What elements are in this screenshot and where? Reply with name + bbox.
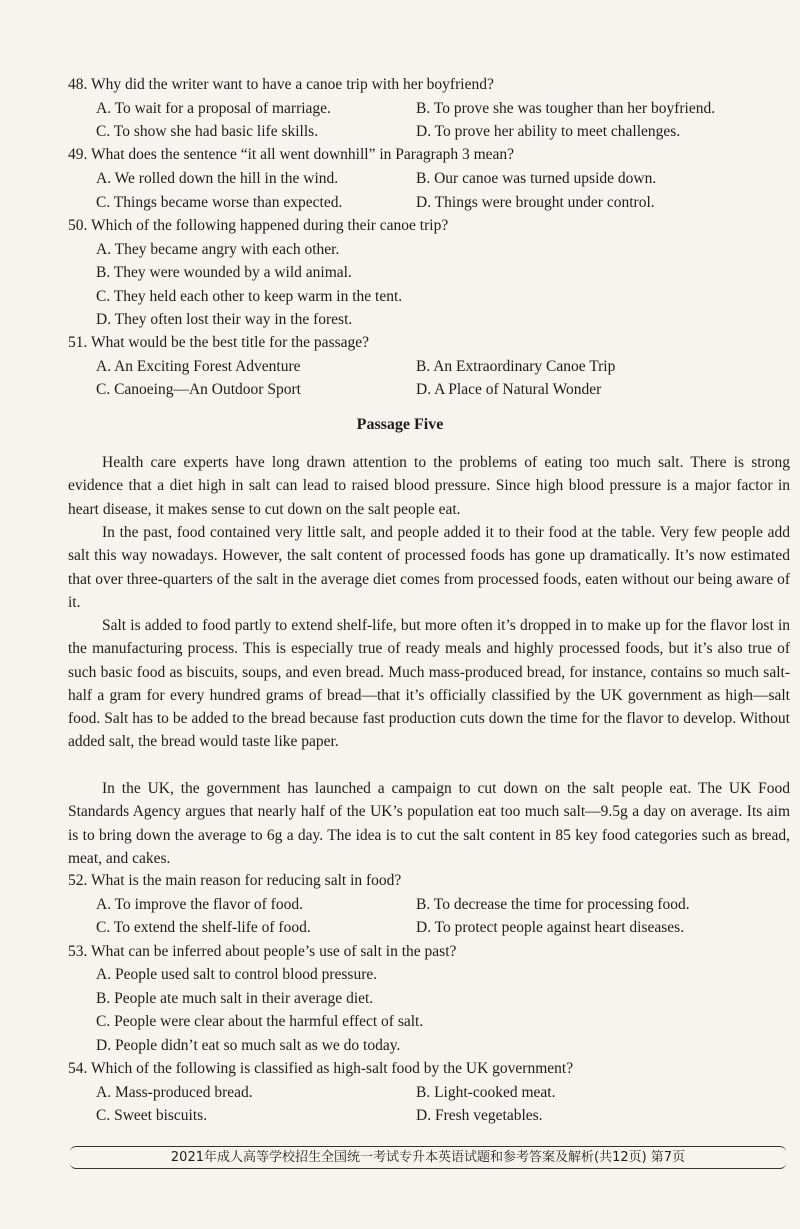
- question-54-stem: 54. Which of the following is classified as high-salt food by the UK government?: [68, 1060, 574, 1077]
- question-49-option-b: B. Our canoe was turned upside down.: [416, 170, 657, 187]
- question-50-option-a: A. They became angry with each other.: [96, 241, 340, 258]
- question-52-option-a: A. To improve the flavor of food.: [96, 896, 303, 913]
- question-51-stem: 51. What would be the best title for the passage?: [68, 334, 370, 351]
- question-49-option-d: D. Things were brought under control.: [416, 194, 655, 211]
- question-48-option-c: C. To show she had basic life skills.: [96, 123, 319, 140]
- question-53-option-d: D. People didn’t eat so much salt as we do today.: [96, 1037, 401, 1054]
- question-48-stem: 48. Why did the writer want to have a canoe trip with her boyfriend?: [68, 76, 494, 93]
- question-51-option-b: B. An Extraordinary Canoe Trip: [416, 358, 616, 375]
- question-50-option-b: B. They were wounded by a wild animal.: [96, 264, 352, 281]
- question-54-option-b: B. Light-cooked meat.: [416, 1084, 556, 1101]
- question-53-option-a: A. People used salt to control blood pressure.: [96, 966, 378, 983]
- page-footer: 2021年成人高等学校招生全国统一考试专升本英语试题和参考答案及解析(共12页) 第7页: [70, 1146, 786, 1169]
- question-53-option-c: C. People were clear about the harmful effect of salt.: [96, 1013, 424, 1030]
- question-52-option-c: C. To extend the shelf-life of food.: [96, 919, 311, 936]
- passage-title: Passage Five: [356, 416, 444, 433]
- question-54-option-d: D. Fresh vegetables.: [416, 1107, 543, 1124]
- question-52-stem: 52. What is the main reason for reducing salt in food?: [68, 872, 402, 889]
- question-50-stem: 50. Which of the following happened during their canoe trip?: [68, 217, 449, 234]
- question-52-option-b: B. To decrease the time for processing food.: [416, 896, 690, 913]
- question-49-option-a: A. We rolled down the hill in the wind.: [96, 170, 339, 187]
- question-50-option-c: C. They held each other to keep warm in the tent.: [96, 288, 403, 305]
- passage-paragraph-4: In the UK, the government has launched a campaign to cut down on the salt people eat. The UK Food Standards Agency argues that nearly half of the UK’s population eat too much salt—9.5g a day on average. Its aim is to bring down the average to 6g a day. The idea is to cut the salt content in 85 key food categories such as bread, meat, and cakes.: [68, 780, 790, 867]
- question-52-option-d: D. To protect people against heart diseases.: [416, 919, 685, 936]
- question-48-option-b: B. To prove she was tougher than her boyfriend.: [416, 100, 716, 117]
- question-48-option-a: A. To wait for a proposal of marriage.: [96, 100, 331, 117]
- passage-paragraph-2: In the past, food contained very little salt, and people added it to their food at the table. Very few people add salt this way nowadays. However, the salt content of processed foods has gone up dramatically. It’s now estimated that over three-quarters of the salt in the average diet comes from processed foods, eaten without our being aware of it.: [68, 524, 790, 611]
- question-49-stem: 49. What does the sentence “it all went downhill” in Paragraph 3 mean?: [68, 146, 515, 163]
- question-50-option-d: D. They often lost their way in the forest.: [96, 311, 353, 328]
- passage-paragraph-1: Health care experts have long drawn attention to the problems of eating too much salt. There is strong evidence that a diet high in salt can lead to raised blood pressure. Since high blood pressure is a major factor in heart disease, it makes sense to cut down on the salt people eat.: [68, 454, 790, 518]
- question-51-option-c: C. Canoeing—An Outdoor Sport: [96, 381, 301, 398]
- passage-paragraph-3: Salt is added to food partly to extend shelf-life, but more often it’s dropped in to make up for the flavor lost in the manufacturing process. This is especially true of ready meals and highly processed foods, but it’s also true of such basic food as biscuits, soups, and even bread. Much mass-produced bread, for instance, contains so much salt-half a gram for every hundred grams of bread—that it’s officially classified by the UK government as high—salt food. Salt has to be added to the bread because fast production cuts down the time for the flavor to develop. Without added salt, the bread would taste like paper.: [68, 617, 790, 751]
- question-53-option-b: B. People ate much salt in their average diet.: [96, 990, 374, 1007]
- question-51-option-d: D. A Place of Natural Wonder: [416, 381, 602, 398]
- question-51-option-a: A. An Exciting Forest Adventure: [96, 358, 301, 375]
- question-54-option-c: C. Sweet biscuits.: [96, 1107, 208, 1124]
- question-54-option-a: A. Mass-produced bread.: [96, 1084, 253, 1101]
- question-48-option-d: D. To prove her ability to meet challenges.: [416, 123, 681, 140]
- question-53-stem: 53. What can be inferred about people’s use of salt in the past?: [68, 943, 457, 960]
- question-49-option-c: C. Things became worse than expected.: [96, 194, 343, 211]
